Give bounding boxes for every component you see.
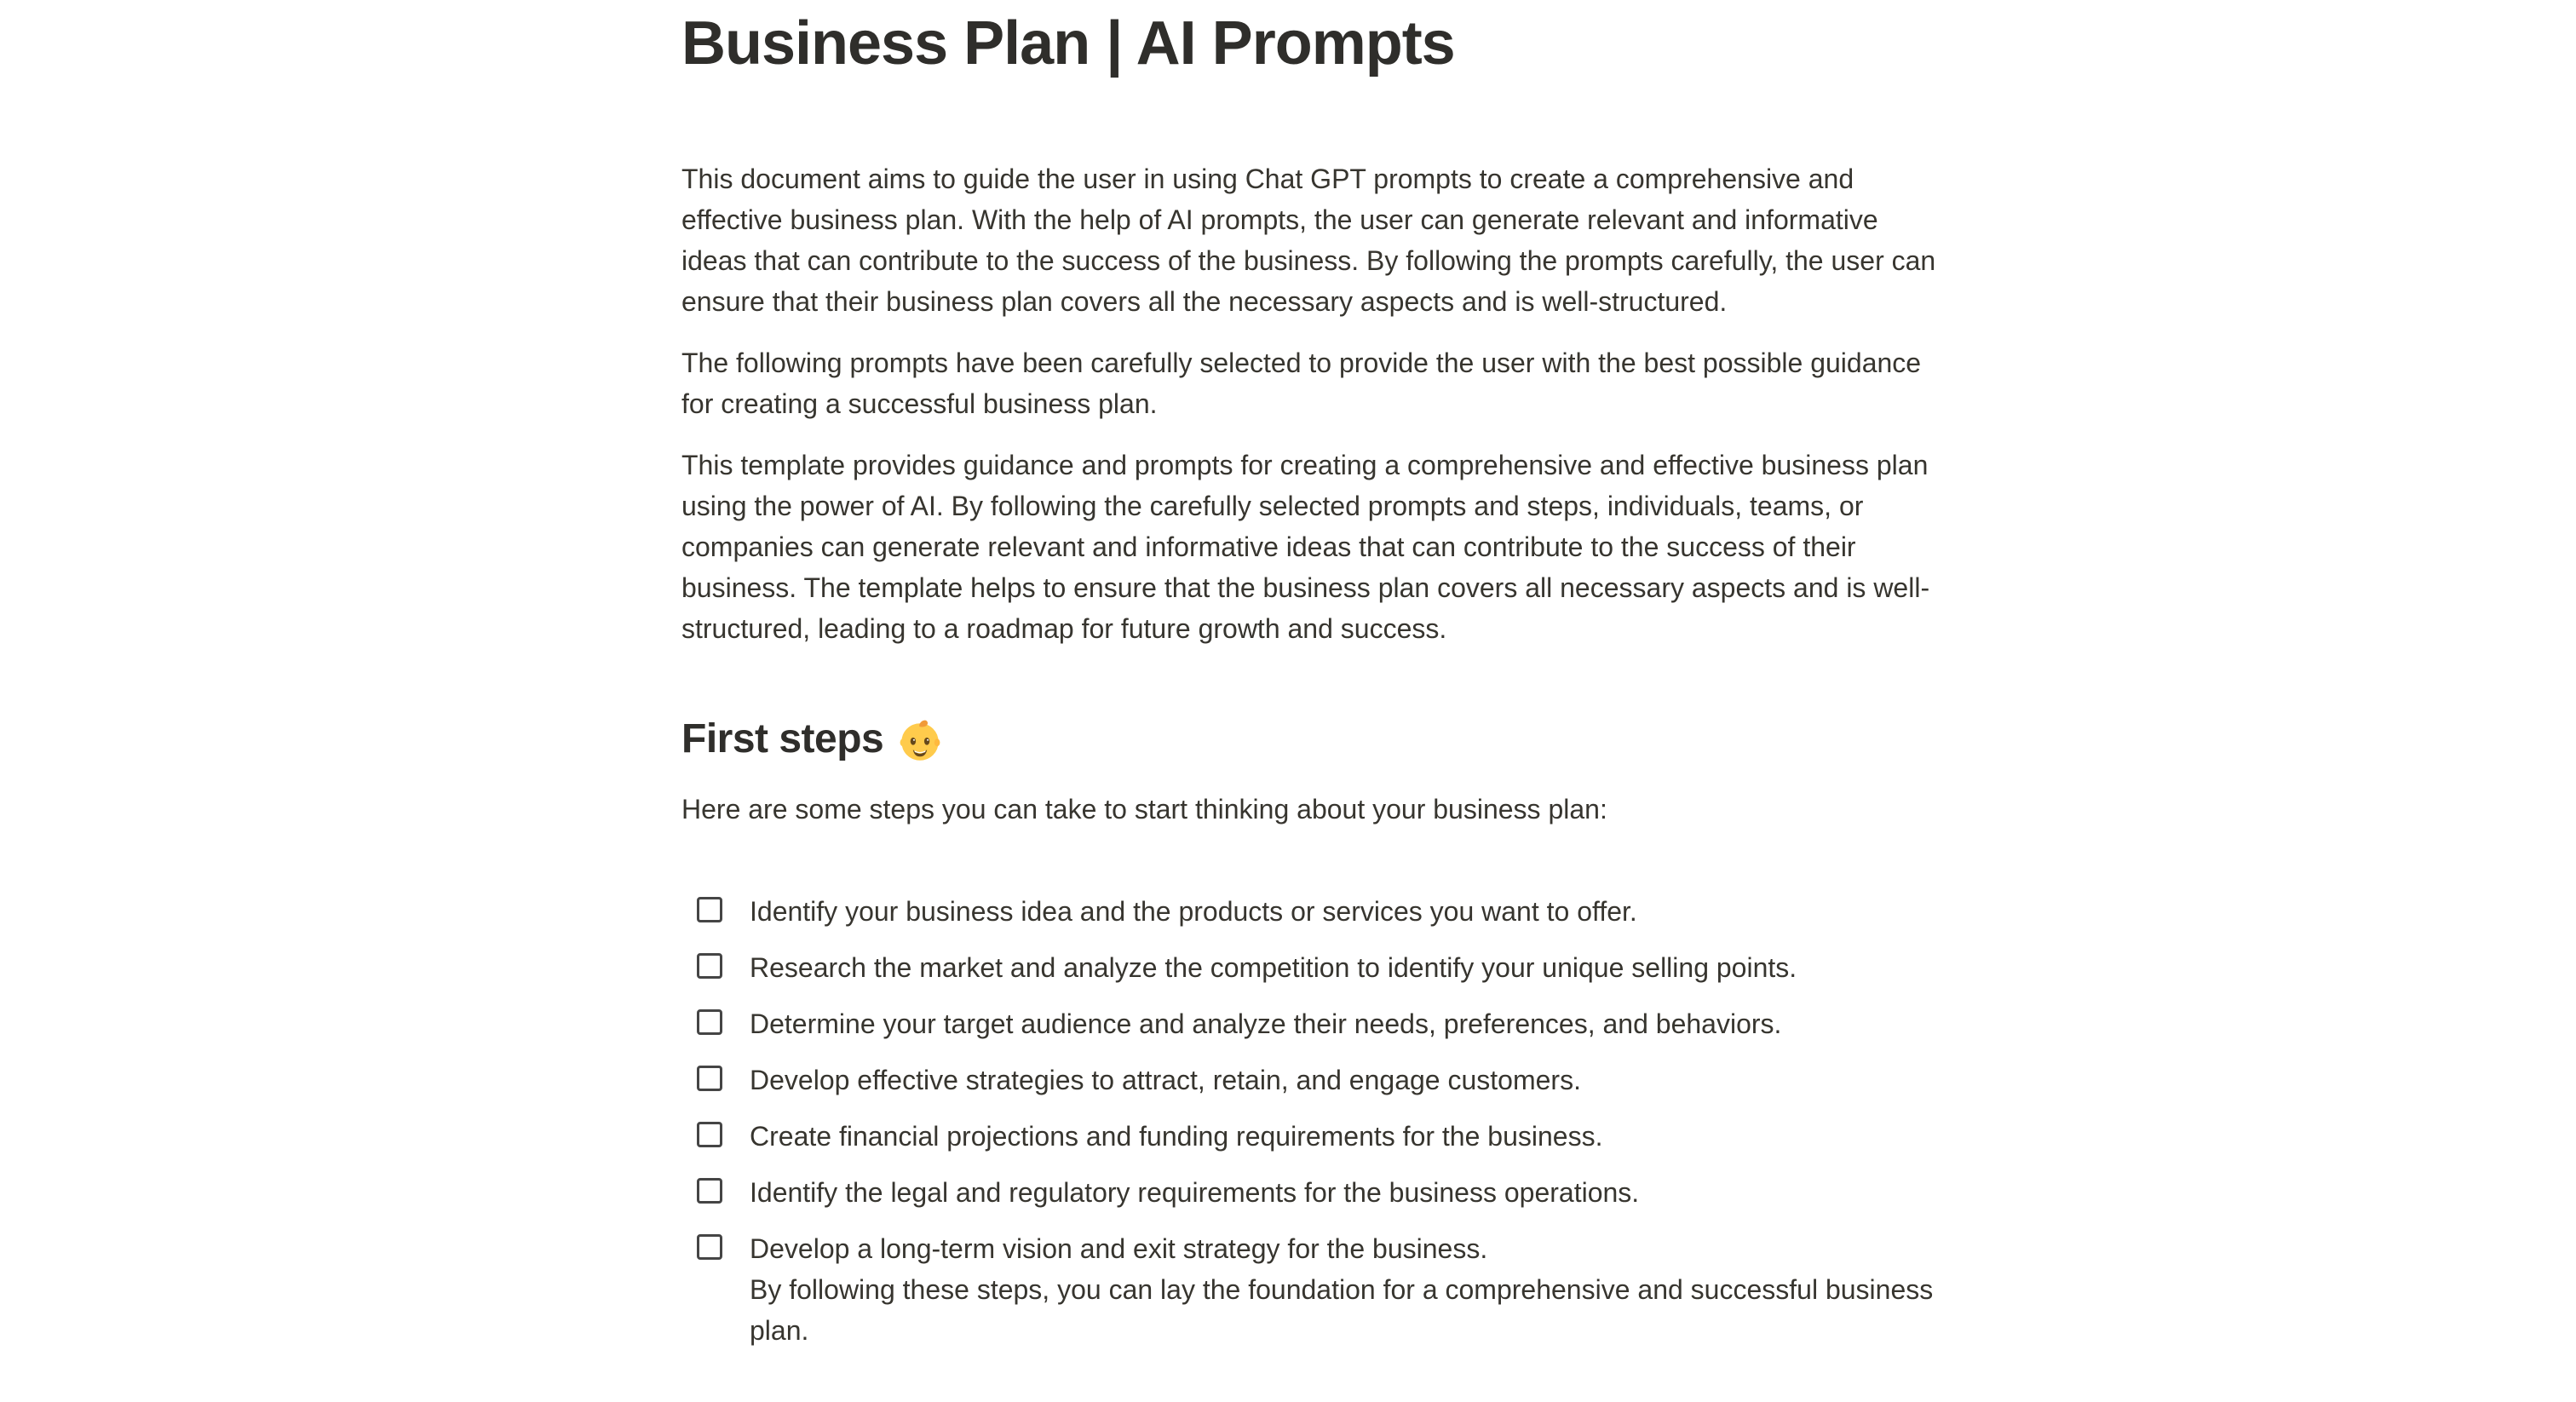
section-heading-text: First steps [681,716,884,761]
todo-item [681,1228,1951,1351]
baby-emoji [897,716,943,762]
todo-label: Develop effective strategies to attract, retain, and engage customers. [750,1065,1581,1095]
todo-checkbox[interactable] [697,1009,722,1035]
todo-label: Research the market and analyze the competition to identify your unique selling points. [750,952,1797,983]
todo-checkbox[interactable] [697,1122,722,1147]
todo-item [681,1003,1951,1044]
intro-paragraph-1: This document aims to guide the user in using Chat GPT prompts to create a comprehensive and effective business plan. With the help of AI prompts, the user can generate relevant and informative ideas that can contribute to the success of the business. By following the prompts carefully, the user can ensure that their business plan covers all the necessary aspects and is well-structured. [681,164,1936,317]
todo-checkbox[interactable] [697,1234,722,1260]
todo-label: Identify the legal and regulatory requirements for the business operations. [750,1177,1640,1208]
empty-block [681,830,1951,891]
todo-item [681,1172,1951,1213]
intro-paragraph-2: The following prompts have been carefully selected to provide the user with the best possible guidance for creating a successful business plan. [681,348,1922,419]
todo-label: Determine your target audience and analyze their needs, preferences, and behaviors. [750,1008,1782,1039]
todo-label: Identify your business idea and the products or services you want to offer. [750,896,1637,927]
document-page [681,5,1951,1366]
todo-label: Develop a long-term vision and exit strategy for the business. [750,1233,1488,1264]
todo-body [750,1228,1951,1351]
todo-item [681,1116,1951,1157]
section-lead: Here are some steps you can take to start thinking about your business plan: [681,794,1607,825]
todo-checkbox[interactable] [697,1066,722,1091]
todo-item [681,891,1951,932]
intro-paragraph-3: This template provides guidance and prompts for creating a comprehensive and effective business plan using the power of AI. By following the carefully selected prompts and steps, individuals, teams, or companies can generate relevant and informative ideas that can contribute to the success of their business. The template helps to ensure that the business plan covers all necessary aspects and is well-structured, leading to a roadmap for future growth and success. [681,450,1930,644]
page-title: Business Plan | AI Prompts [681,9,1455,78]
todo-label: Create financial projections and funding requirements for the business. [750,1121,1603,1152]
todo-checkbox[interactable] [697,897,722,922]
todo-item [681,947,1951,988]
todo-checkbox[interactable] [697,953,722,979]
section-heading-first-steps [681,714,1951,765]
todo-footnote: By following these steps, you can lay the foundation for a comprehensive and successful business plan. [750,1274,1934,1346]
todo-checkbox[interactable] [697,1178,722,1204]
todo-item [681,1060,1951,1100]
todo-list [681,891,1951,1351]
